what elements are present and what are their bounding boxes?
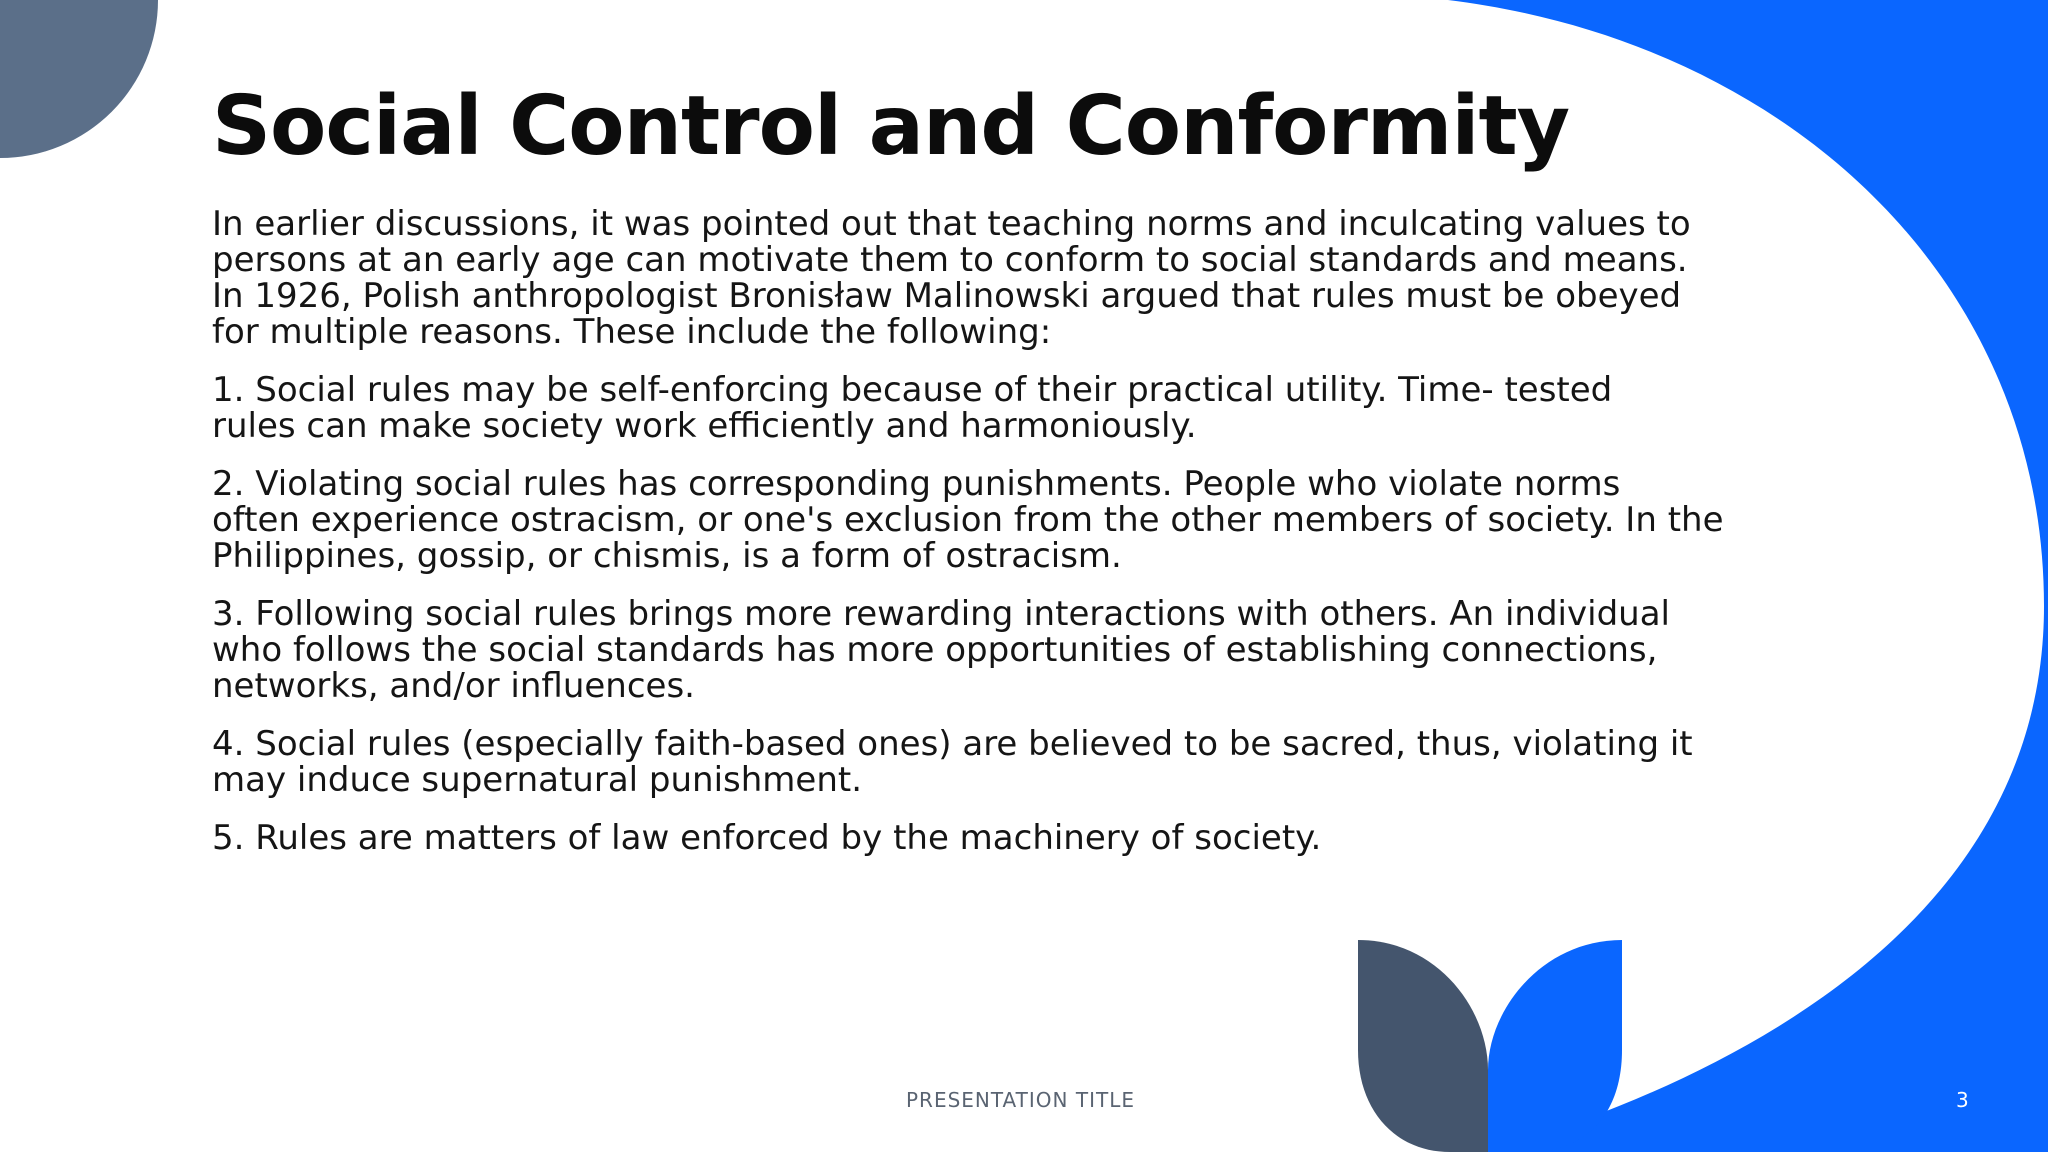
text-line: may induce supernatural punishment. — [212, 760, 863, 800]
text-line: who follows the social standards has more opportunities of establishing connections, — [212, 630, 1658, 670]
footer-presentation-title: PRESENTATION TITLE — [906, 1088, 1135, 1112]
intro-paragraph — [212, 206, 1832, 350]
text-line: 4. Social rules (especially faith-based ones) are believed to be sacred, thus, violating it — [212, 724, 1693, 764]
reason-3-paragraph — [212, 596, 1832, 704]
leaf-slate-shape — [1358, 940, 1488, 1152]
text-line: for multiple reasons. These include the following: — [212, 312, 1052, 352]
text-line: often experience ostracism, or one's exclusion from the other members of society. In the — [212, 500, 1724, 540]
reason-2-paragraph — [212, 466, 1832, 574]
page-number: 3 — [1956, 1088, 1969, 1112]
text-line: 5. Rules are matters of law enforced by the machinery of society. — [212, 818, 1322, 858]
text-line: 3. Following social rules brings more rewarding interactions with others. An individual — [212, 594, 1670, 634]
text-line: 2. Violating social rules has corresponding punishments. People who violate norms — [212, 464, 1621, 504]
reason-1-paragraph — [212, 372, 1832, 444]
text-line: In earlier discussions, it was pointed out that teaching norms and inculcating values to — [212, 204, 1691, 244]
text-line: rules can make society work efficiently and harmoniously. — [212, 406, 1197, 446]
text-line: networks, and/or influences. — [212, 666, 695, 706]
slide-title: Social Control and Conformity — [212, 79, 1570, 174]
text-line: persons at an early age can motivate them to conform to social standards and means. — [212, 240, 1688, 280]
slide-body — [212, 206, 1832, 878]
reason-5-paragraph — [212, 820, 1832, 856]
text-line: Philippines, gossip, or chismis, is a form of ostracism. — [212, 536, 1122, 576]
reason-4-paragraph — [212, 726, 1832, 798]
top-left-corner-circle — [0, 0, 158, 158]
text-line: 1. Social rules may be self-enforcing because of their practical utility. Time- tested — [212, 370, 1613, 410]
text-line: In 1926, Polish anthropologist Bronisław Malinowski argued that rules must be obeyed — [212, 276, 1682, 316]
